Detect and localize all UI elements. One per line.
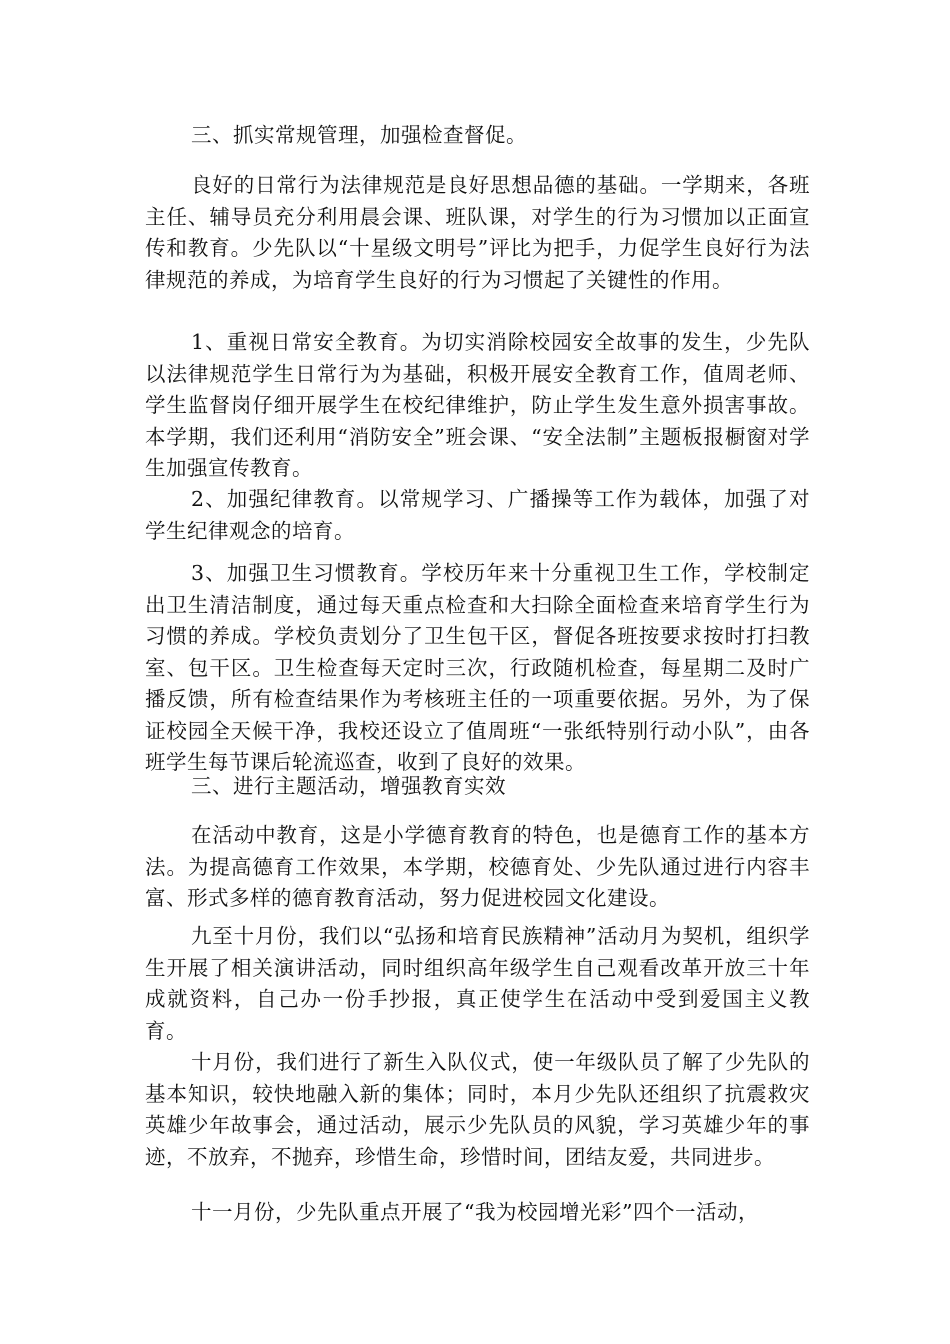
section-heading-theme-activities: 三、进行主题活动，增强教育实效 [191, 774, 506, 798]
paragraph-september-october: 九至十月份，我们以“弘扬和培育民族精神”活动月为契机，组织学生开展了相关演讲活动，同时组织高年级学生自己观看改革开放三十年成就资料，自己办一份手抄报，真正使学生在活动中受到爱国主义教育。 [145, 924, 810, 1043]
paragraph-behavior-norms: 良好的日常行为法律规范是良好思想品德的基础。一学期来，各班主任、辅导员充分利用晨会课、班队课，对学生的行为习惯加以正面宣传和教育。少先队以“十星级文明号”评比为把手，力促学生良好行为法律规范的养成，为培育学生良好的行为习惯起了关键性的作用。 [145, 173, 810, 292]
paragraph-discipline-education: 2、加强纪律教育。以常规学习、广播操等工作为载体，加强了对学生纪律观念的培育。 [145, 487, 810, 543]
paragraph-november: 十一月份，少先队重点开展了“我为校园增光彩”四个一活动， [191, 1200, 759, 1224]
paragraph-safety-education: 1、重视日常安全教育。为切实消除校园安全故事的发生，少先队以法律规范学生日常行为为基础，积极开展安全教育工作，值周老师、学生监督岗仔细开展学生在校纪律维护，防止学生发生意外损害事故。本学期，我们还利用“消防安全”班会课、“安全法制”主题板报橱窗对学生加强宣传教育。 [145, 330, 810, 480]
paragraph-activity-education: 在活动中教育，这是小学德育教育的特色，也是德育工作的基本方法。为提高德育工作效果，本学期，校德育处、少先队通过进行内容丰富、形式多样的德育教育活动，努力促进校园文化建设。 [145, 823, 810, 910]
paragraph-hygiene-education: 3、加强卫生习惯教育。学校历年来十分重视卫生工作，学校制定出卫生清洁制度，通过每天重点检查和大扫除全面检查来培育学生行为习惯的养成。学校负责划分了卫生包干区，督促各班按要求按时打扫教室、包干区。卫生检查每天定时三次，行政随机检查，每星期二及时广播反馈，所有检查结果作为考核班主任的一项重要依据。另外，为了保证校园全天候干净，我校还设立了值周班“一张纸特别行动小队”，由各班学生每节课后轮流巡查，收到了良好的效果。 [145, 561, 810, 774]
section-heading-routine-management: 三、抓实常规管理，加强检查督促。 [191, 123, 527, 147]
paragraph-october: 十月份，我们进行了新生入队仪式，使一年级队员了解了少先队的基本知识，较快地融入新的集体；同时，本月少先队还组织了抗震救灾英雄少年故事会，通过活动，展示少先队员的风貌，学习英雄少年的事迹，不放弃，不抛弃，珍惜生命，珍惜时间，团结友爱，共同进步。 [145, 1050, 810, 1169]
